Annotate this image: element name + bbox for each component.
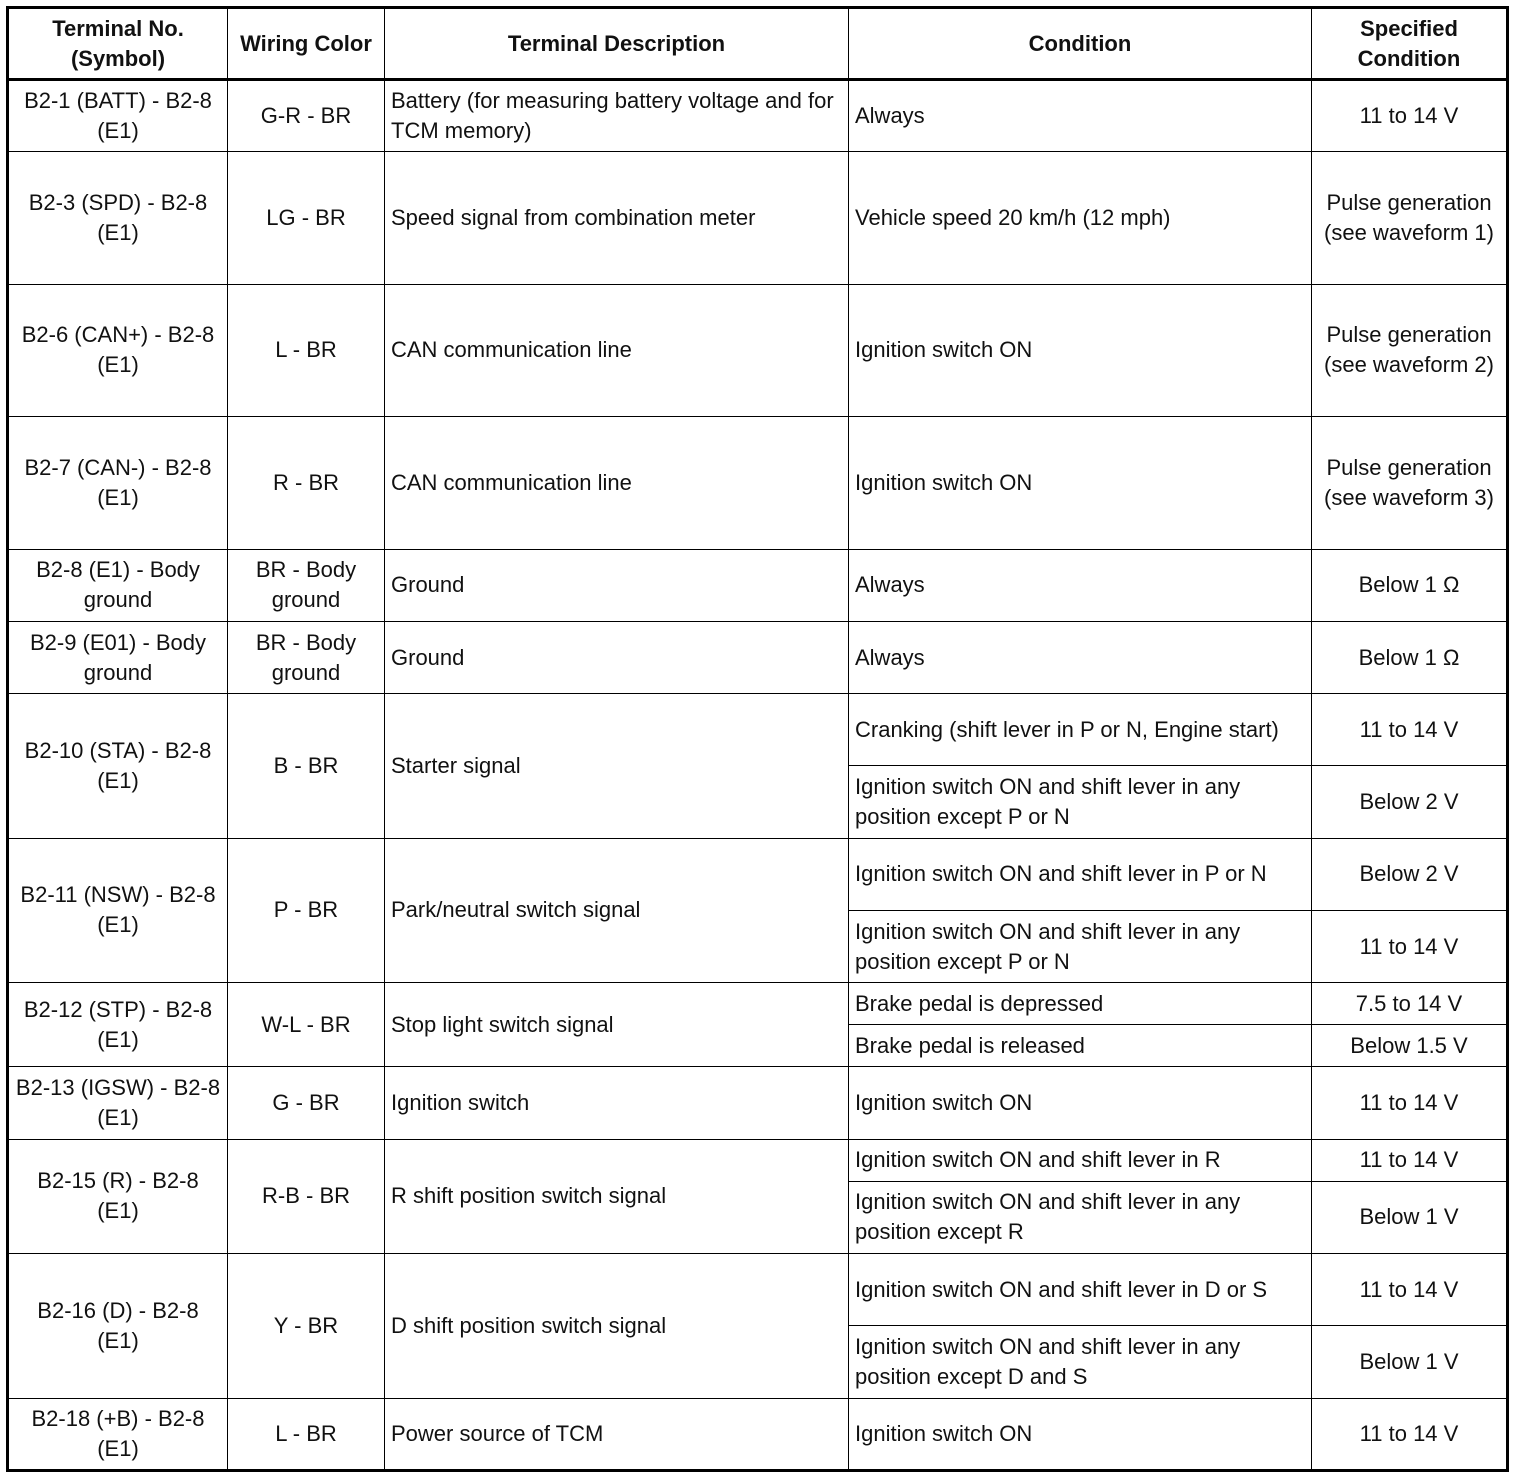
terminal-cell: B2-15 (R) - B2-8 (E1) xyxy=(8,1139,228,1253)
terminal-description-cell: Battery (for measuring battery voltage and for TCM memory) xyxy=(385,80,849,152)
terminal-description-cell: CAN communication line xyxy=(385,417,849,549)
condition-cell: Brake pedal is released xyxy=(849,1025,1312,1067)
condition-cell: Ignition switch ON and shift lever in any position except D and S xyxy=(849,1326,1312,1398)
wiring-color-cell: G - BR xyxy=(228,1067,385,1139)
wiring-color-cell: L - BR xyxy=(228,1398,385,1470)
table-row xyxy=(8,1254,1508,1326)
condition-cell: Always xyxy=(849,549,1312,621)
condition-cell: Always xyxy=(849,621,1312,693)
terminal-cell: B2-7 (CAN-) - B2-8 (E1) xyxy=(8,417,228,549)
terminal-description-cell: Power source of TCM xyxy=(385,1398,849,1470)
terminal-description-cell: R shift position switch signal xyxy=(385,1139,849,1253)
terminal-description-cell: Ground xyxy=(385,621,849,693)
condition-cell: Ignition switch ON xyxy=(849,417,1312,549)
specified-condition-cell: Pulse generation (see waveform 2) xyxy=(1312,284,1508,416)
condition-cell: Cranking (shift lever in P or N, Engine start) xyxy=(849,694,1312,766)
specified-condition-cell: Below 2 V xyxy=(1312,838,1508,910)
table-row xyxy=(8,1398,1508,1470)
condition-cell: Ignition switch ON xyxy=(849,284,1312,416)
wiring-color-cell: R-B - BR xyxy=(228,1139,385,1253)
table-row xyxy=(8,694,1508,766)
table-row xyxy=(8,80,1508,152)
terminal-cell: B2-6 (CAN+) - B2-8 (E1) xyxy=(8,284,228,416)
table-row xyxy=(8,983,1508,1025)
terminal-cell: B2-8 (E1) - Body ground xyxy=(8,549,228,621)
condition-cell: Always xyxy=(849,80,1312,152)
terminal-description-cell: Speed signal from combination meter xyxy=(385,152,849,284)
condition-cell: Ignition switch ON and shift lever in any position except P or N xyxy=(849,910,1312,982)
terminal-description-cell: Starter signal xyxy=(385,694,849,839)
condition-cell: Ignition switch ON and shift lever in any position except P or N xyxy=(849,766,1312,838)
terminal-cell: B2-12 (STP) - B2-8 (E1) xyxy=(8,983,228,1067)
table-row xyxy=(8,549,1508,621)
specified-condition-cell: 11 to 14 V xyxy=(1312,694,1508,766)
specified-condition-cell: 11 to 14 V xyxy=(1312,1067,1508,1139)
table-row xyxy=(8,1139,1508,1181)
specified-condition-cell: Pulse generation (see waveform 1) xyxy=(1312,152,1508,284)
wiring-color-cell: R - BR xyxy=(228,417,385,549)
specified-condition-cell: 7.5 to 14 V xyxy=(1312,983,1508,1025)
specified-condition-cell: Below 1 V xyxy=(1312,1326,1508,1398)
terminal-cell: B2-11 (NSW) - B2-8 (E1) xyxy=(8,838,228,983)
terminal-cell: B2-3 (SPD) - B2-8 (E1) xyxy=(8,152,228,284)
wiring-color-cell: BR - Body ground xyxy=(228,621,385,693)
specified-condition-cell: 11 to 14 V xyxy=(1312,1398,1508,1470)
condition-cell: Ignition switch ON and shift lever in R xyxy=(849,1139,1312,1181)
terminal-cell: B2-16 (D) - B2-8 (E1) xyxy=(8,1254,228,1399)
specified-condition-cell: 11 to 14 V xyxy=(1312,1139,1508,1181)
terminal-description-cell: CAN communication line xyxy=(385,284,849,416)
terminal-description-cell: Ground xyxy=(385,549,849,621)
terminal-spec-table xyxy=(6,6,1509,1472)
condition-cell: Ignition switch ON and shift lever in D or S xyxy=(849,1254,1312,1326)
wiring-color-cell: BR - Body ground xyxy=(228,549,385,621)
header-wiring-color: Wiring Color xyxy=(228,8,385,80)
terminal-description-cell: D shift position switch signal xyxy=(385,1254,849,1399)
terminal-cell: B2-10 (STA) - B2-8 (E1) xyxy=(8,694,228,839)
specified-condition-cell: 11 to 14 V xyxy=(1312,1254,1508,1326)
condition-cell: Ignition switch ON xyxy=(849,1067,1312,1139)
condition-cell: Brake pedal is depressed xyxy=(849,983,1312,1025)
specified-condition-cell: Below 1 V xyxy=(1312,1181,1508,1253)
header-condition: Condition xyxy=(849,8,1312,80)
table-row xyxy=(8,621,1508,693)
table-row xyxy=(8,284,1508,416)
wiring-color-cell: P - BR xyxy=(228,838,385,983)
wiring-color-cell: LG - BR xyxy=(228,152,385,284)
condition-cell: Vehicle speed 20 km/h (12 mph) xyxy=(849,152,1312,284)
terminal-cell: B2-18 (+B) - B2-8 (E1) xyxy=(8,1398,228,1470)
table-body xyxy=(8,80,1508,1471)
terminal-description-cell: Stop light switch signal xyxy=(385,983,849,1067)
header-terminal-description: Terminal Description xyxy=(385,8,849,80)
specified-condition-cell: Below 2 V xyxy=(1312,766,1508,838)
header-terminal: Terminal No. (Symbol) xyxy=(8,8,228,80)
wiring-color-cell: W-L - BR xyxy=(228,983,385,1067)
wiring-color-cell: G-R - BR xyxy=(228,80,385,152)
specified-condition-cell: Below 1 Ω xyxy=(1312,549,1508,621)
specified-condition-cell: Below 1 Ω xyxy=(1312,621,1508,693)
terminal-description-cell: Park/neutral switch signal xyxy=(385,838,849,983)
specified-condition-cell: 11 to 14 V xyxy=(1312,910,1508,982)
specified-condition-cell: Pulse generation (see waveform 3) xyxy=(1312,417,1508,549)
wiring-color-cell: Y - BR xyxy=(228,1254,385,1399)
terminal-description-cell: Ignition switch xyxy=(385,1067,849,1139)
header-specified-condition: Specified Condition xyxy=(1312,8,1508,80)
table-row xyxy=(8,417,1508,549)
condition-cell: Ignition switch ON and shift lever in any position except R xyxy=(849,1181,1312,1253)
specified-condition-cell: 11 to 14 V xyxy=(1312,80,1508,152)
condition-cell: Ignition switch ON and shift lever in P or N xyxy=(849,838,1312,910)
wiring-color-cell: L - BR xyxy=(228,284,385,416)
table-row xyxy=(8,1067,1508,1139)
table-header xyxy=(8,8,1508,80)
table-row xyxy=(8,838,1508,910)
terminal-cell: B2-13 (IGSW) - B2-8 (E1) xyxy=(8,1067,228,1139)
condition-cell: Ignition switch ON xyxy=(849,1398,1312,1470)
specified-condition-cell: Below 1.5 V xyxy=(1312,1025,1508,1067)
table-row xyxy=(8,152,1508,284)
terminal-cell: B2-1 (BATT) - B2-8 (E1) xyxy=(8,80,228,152)
terminal-cell: B2-9 (E01) - Body ground xyxy=(8,621,228,693)
wiring-color-cell: B - BR xyxy=(228,694,385,839)
